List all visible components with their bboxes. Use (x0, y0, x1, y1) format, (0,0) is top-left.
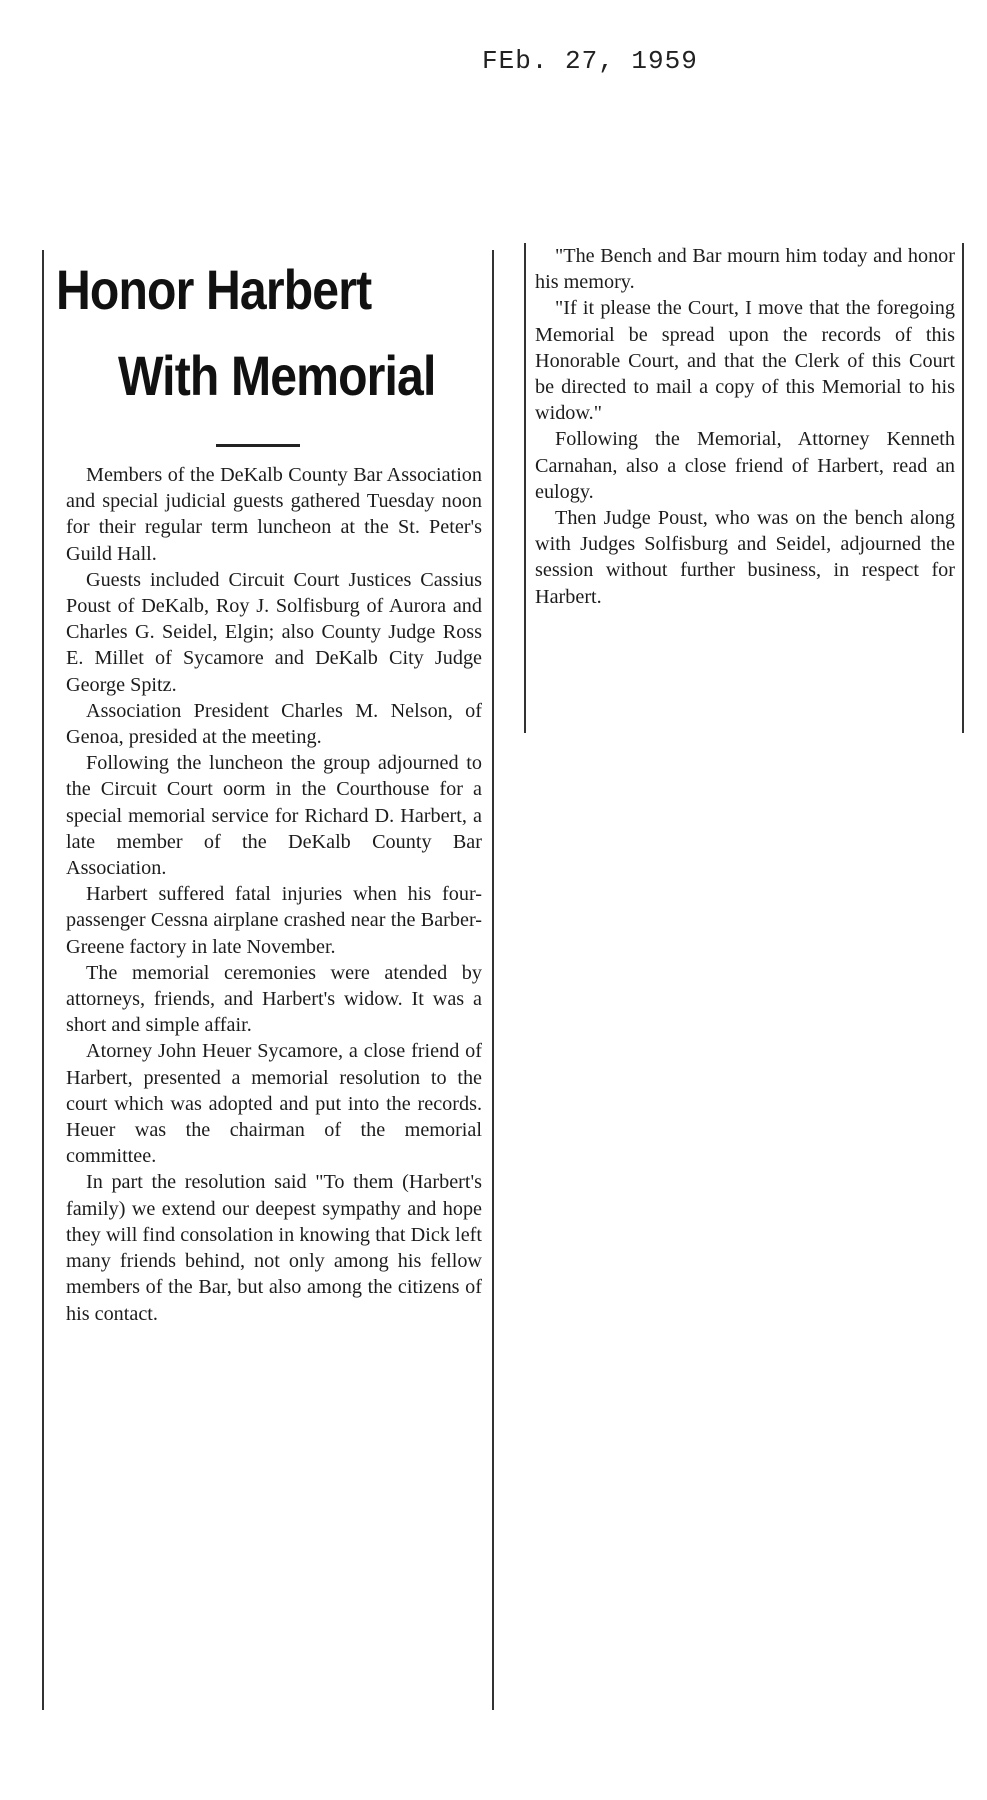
paragraph: The memorial ceremonies were atended by attorneys, friends, and Harbert's widow. It was a short and simple affair. (66, 961, 482, 1037)
paragraph: Following the Memorial, Attorney Kenneth Carnahan, also a close friend of Harbert, read an eulogy. (535, 428, 955, 503)
paragraph: In part the resolution said "To them (Harbert's family) we extend our deepest sympathy and hope they will find consolation in knowing that Dick left many friends behind, not only among his fellow members of the Bar, but also among the citizens of his contact. (66, 1171, 482, 1325)
paragraph: Association President Charles M. Nelson, of Genoa, presided at the meeting. (66, 699, 482, 749)
headline-line-2: With Memorial (118, 344, 436, 407)
article-left-column (66, 462, 482, 1327)
left-column-rule-outer (42, 250, 44, 1710)
paragraph: Guests included Circuit Court Justices Cassius Poust of DeKalb, Roy J. Solfisburg of Aurora and Charles G. Seidel, Elgin; also County Judge Ross E. Millet of Sycamore and DeKalb City Judge George Spitz. (66, 568, 482, 696)
dateline: FEb. 27, 1959 (482, 46, 698, 76)
right-column-rule-outer (524, 243, 526, 733)
paragraph: Harbert suffered fatal injuries when his four-passenger Cessna airplane crashed near the Barber-Greene factory in late November. (66, 883, 482, 958)
paragraph: Members of the DeKalb County Bar Association and special judicial guests gathered Tuesday noon for their regular term luncheon at the St. Peter's Guild Hall. (66, 464, 482, 565)
left-column-rule-inner (492, 250, 494, 1710)
right-column-rule-inner (962, 243, 964, 733)
headline-divider (216, 444, 300, 447)
article-right-column (535, 243, 955, 610)
paragraph: Atorney John Heuer Sycamore, a close friend of Harbert, presented a memorial resolution to the court which was adopted and put into the records. Heuer was the chairman of the memorial committee. (66, 1040, 482, 1168)
paragraph: Then Judge Poust, who was on the bench along with Judges Solfisburg and Seidel, adjourned the session without further business, in respect for Harbert. (535, 507, 955, 608)
paragraph: "If it please the Court, I move that the foregoing Memorial be spread upon the records of this Honorable Court, and that the Clerk of this Court be directed to mail a copy of this Memorial to his widow." (535, 297, 955, 425)
headline-line-1: Honor Harbert (56, 258, 372, 321)
paragraph: Following the luncheon the group adjourned to the Circuit Court oorm in the Courthouse for a special memorial service for Richard D. Harbert, a late member of the DeKalb County Bar Association. (66, 752, 482, 880)
paragraph: "The Bench and Bar mourn him today and honor his memory. (535, 245, 955, 294)
